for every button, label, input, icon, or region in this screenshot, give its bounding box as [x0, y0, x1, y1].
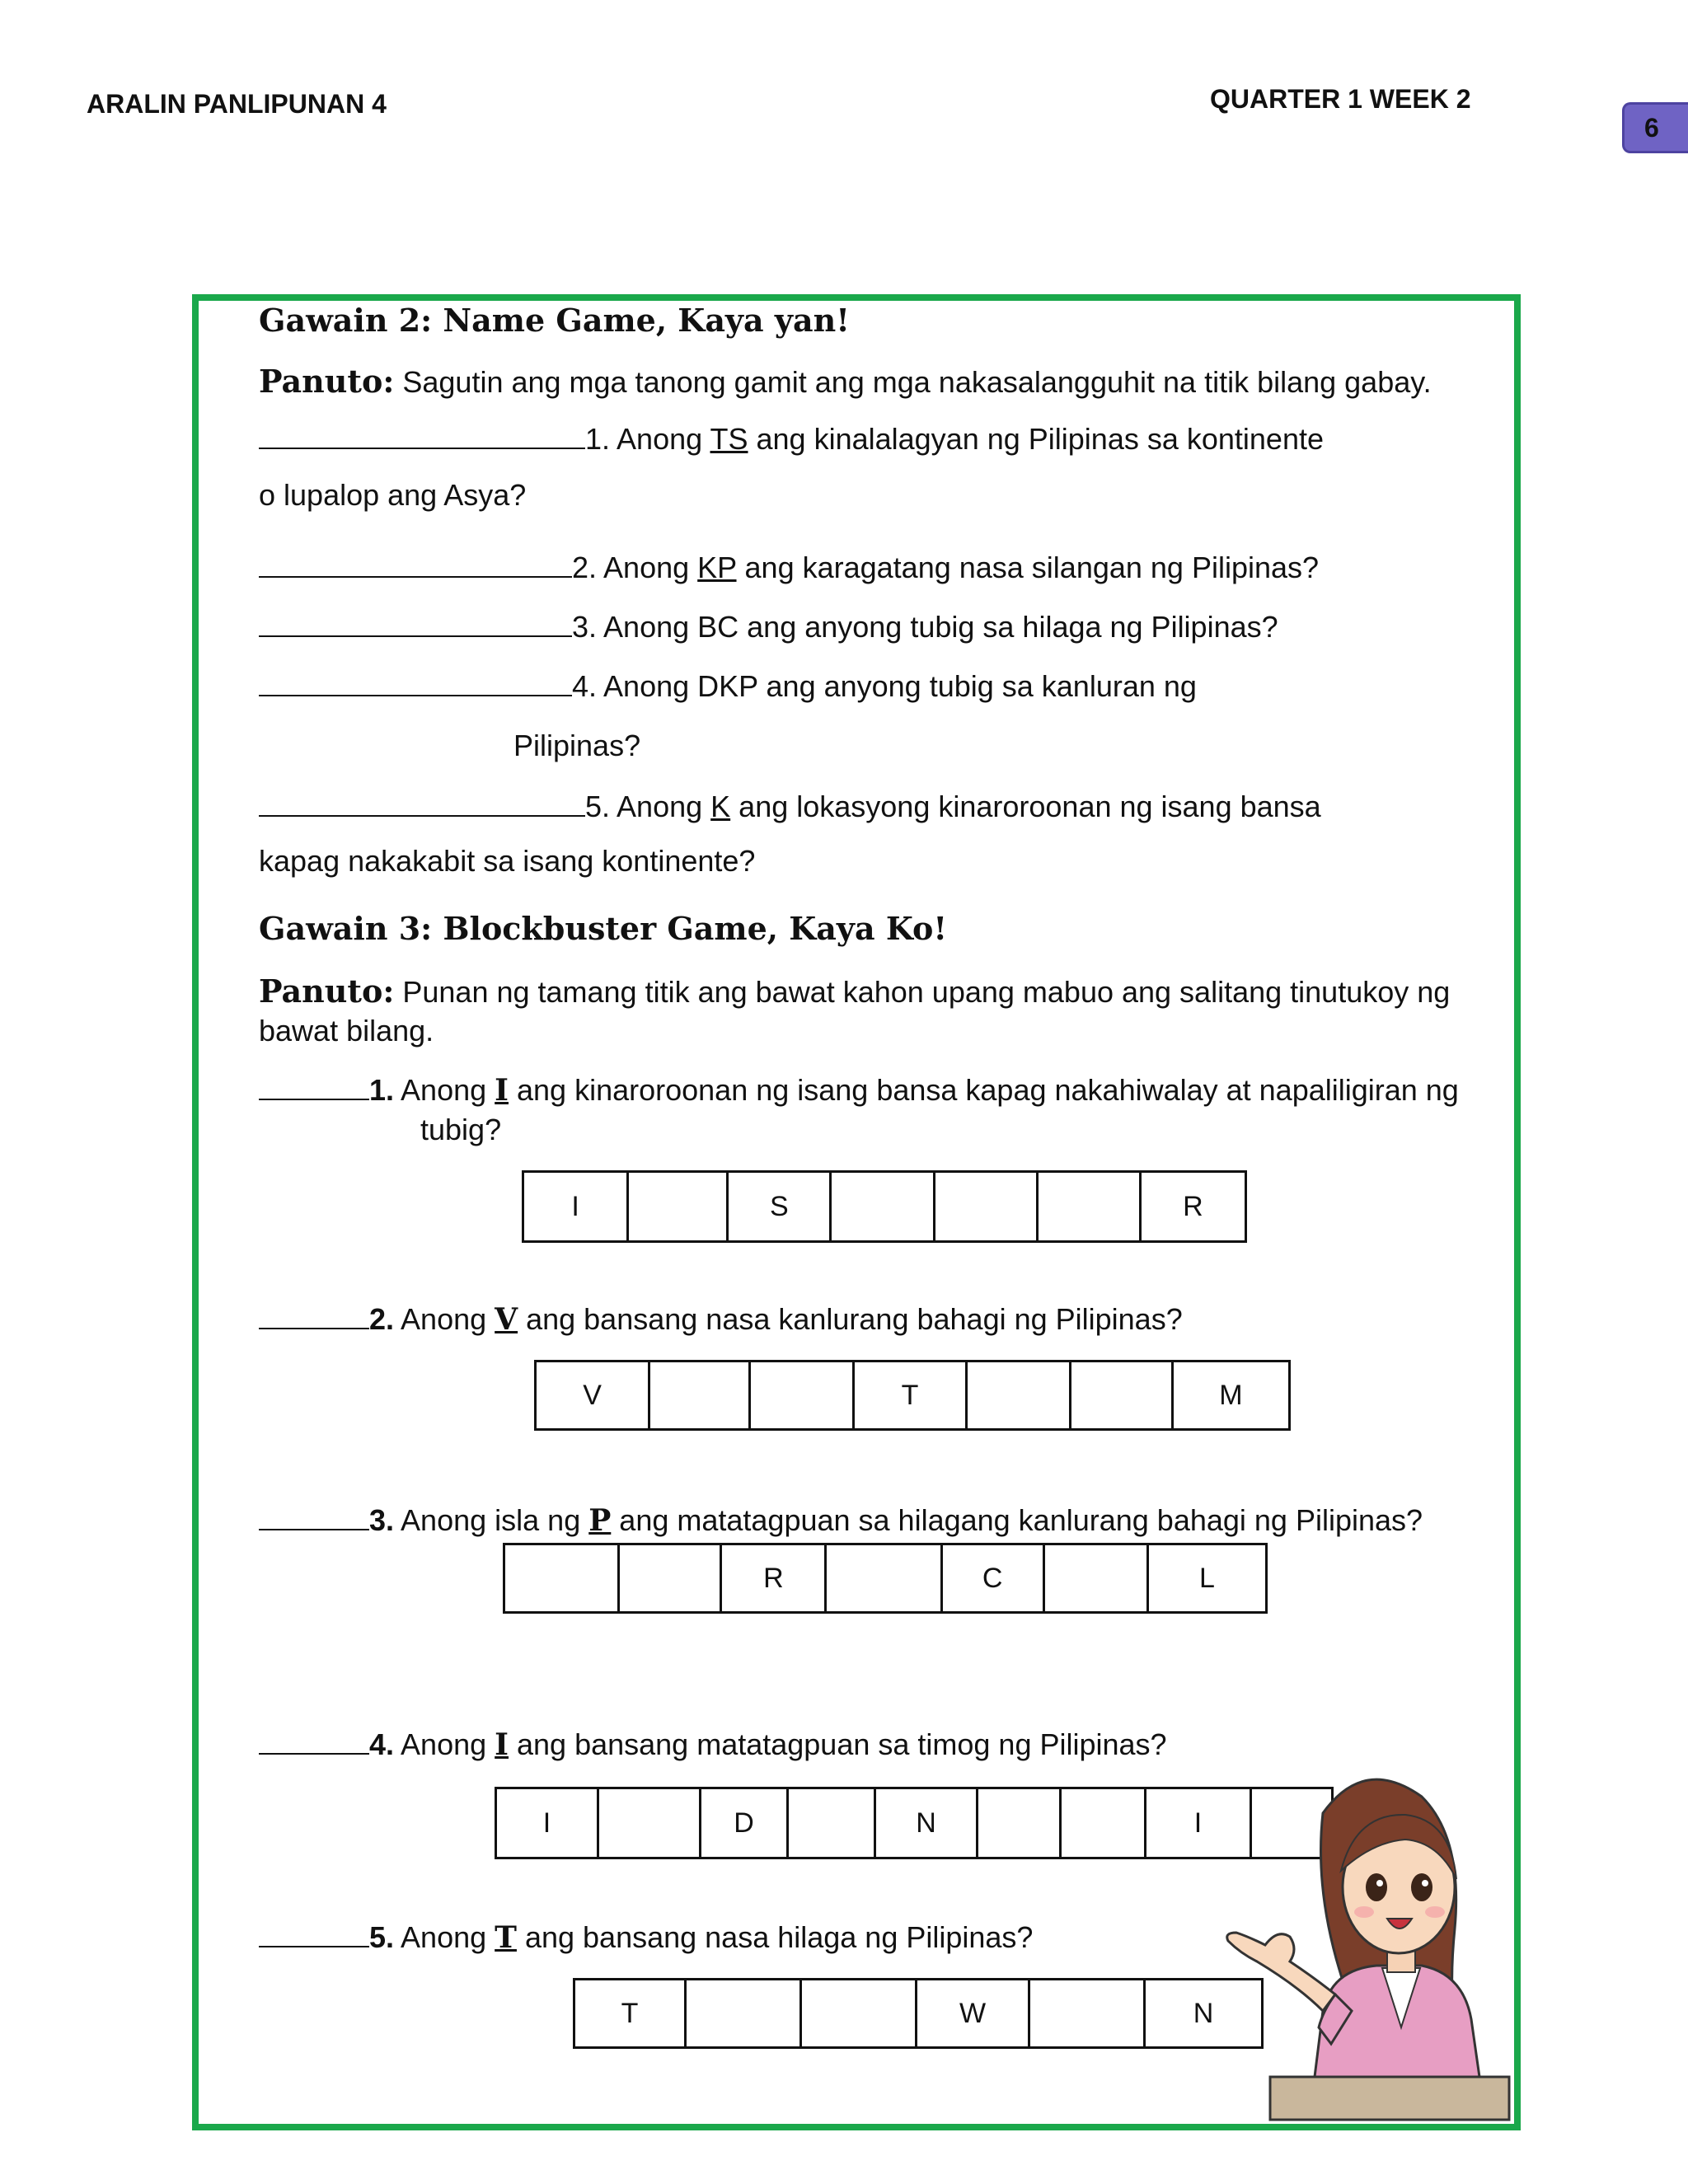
gawain2-q4: 4. Anong DKP ang anyong tubig sa kanluran ng	[259, 669, 1197, 704]
subject-header: ARALIN PANLIPUNAN 4	[87, 89, 387, 119]
gawain3-item-2: 2. Anong V ang bansang nasa kanlurang bahagi ng Pilipinas?	[259, 1302, 1183, 1337]
gawain2-title: Gawain 2: Name Game, Kaya yan!	[259, 302, 850, 339]
letter-box[interactable]	[1062, 1789, 1146, 1857]
letter-box[interactable]: N	[876, 1789, 978, 1857]
letter-box[interactable]	[789, 1789, 876, 1857]
letter-box[interactable]	[629, 1173, 729, 1240]
gawain2-q5-cont: kapag nakakabit sa isang kontinente?	[259, 844, 756, 878]
letter-box[interactable]: V	[537, 1362, 650, 1428]
letter-box[interactable]	[687, 1980, 802, 2046]
letter-box[interactable]: T	[575, 1980, 687, 2046]
letter-box[interactable]	[968, 1362, 1071, 1428]
letter-box[interactable]: W	[917, 1980, 1030, 2046]
answer-blank[interactable]	[259, 551, 572, 578]
gawain2-q4-cont: Pilipinas?	[513, 729, 641, 762]
raised-hand	[1227, 1933, 1335, 2011]
answer-blank[interactable]	[259, 423, 585, 449]
letter-box[interactable]: C	[943, 1545, 1045, 1611]
answer-blank[interactable]	[259, 611, 572, 637]
letter-grid-1	[522, 1170, 1247, 1243]
letter-box[interactable]: N	[1193, 1997, 1214, 2029]
gawain2-q5: 5. Anong K ang lokasyong kinaroroonan ng isang bansa	[259, 790, 1321, 824]
letter-grid-2	[534, 1360, 1291, 1431]
letter-box[interactable]	[802, 1980, 917, 2046]
letter-box[interactable]: T	[855, 1362, 967, 1428]
podium	[1270, 2077, 1509, 2120]
answer-blank[interactable]	[259, 670, 572, 696]
letter-box[interactable]	[650, 1362, 751, 1428]
panuto-label: Panuto:	[259, 363, 395, 400]
letter-box[interactable]	[505, 1545, 620, 1611]
letter-box[interactable]: I	[497, 1789, 599, 1857]
letter-box[interactable]	[1045, 1545, 1149, 1611]
panuto-label: Panuto:	[259, 972, 395, 1010]
panuto-text: Punan ng tamang titik ang bawat kahon upang mabuo ang salitang tinutukoy ng	[394, 975, 1451, 1009]
quarter-header: QUARTER 1 WEEK 2	[1210, 84, 1471, 114]
gawain2-q3: 3. Anong BC ang anyong tubig sa hilaga ng Pilipinas?	[259, 610, 1278, 644]
letter-box[interactable]: I	[1146, 1789, 1252, 1857]
left-eye	[1366, 1873, 1387, 1901]
answer-blank[interactable]	[259, 1728, 369, 1755]
letter-box[interactable]: D	[701, 1789, 789, 1857]
right-eye	[1411, 1873, 1432, 1901]
letter-box[interactable]	[751, 1362, 855, 1428]
panuto-text: Sagutin ang mga tanong gamit ang mga nakasalangguhit na titik bilang gabay.	[394, 365, 1432, 399]
letter-grid-5	[573, 1978, 1264, 2049]
gawain2-q2: 2. Anong KP ang karagatang nasa silangan ng Pilipinas?	[259, 551, 1319, 585]
letter-box[interactable]	[978, 1789, 1062, 1857]
letter-box[interactable]: S	[729, 1173, 832, 1240]
gawain3-item-3: 3. Anong isla ng P ang matatagpuan sa hilagang kanlurang bahagi ng Pilipinas?	[259, 1503, 1423, 1538]
letter-box[interactable]: R	[722, 1545, 827, 1611]
gawain2-q1: 1. Anong TS ang kinalalagyan ng Pilipinas sa kontinente	[259, 422, 1324, 457]
letter-box[interactable]	[935, 1173, 1039, 1240]
letter-box[interactable]: R	[1183, 1190, 1203, 1222]
gawain3-item-4: 4. Anong I ang bansang matatagpuan sa timog ng Pilipinas?	[259, 1727, 1167, 1762]
gawain3-item-5: 5. Anong T ang bansang nasa hilaga ng Pilipinas?	[259, 1920, 1033, 1955]
letter-box[interactable]	[1039, 1173, 1142, 1240]
gawain3-panuto-cont: bawat bilang.	[259, 1014, 434, 1047]
letter-box[interactable]	[599, 1789, 701, 1857]
answer-blank[interactable]	[259, 1074, 369, 1100]
answer-blank[interactable]	[259, 790, 585, 817]
answer-blank[interactable]	[259, 1303, 369, 1329]
letter-box[interactable]	[620, 1545, 722, 1611]
letter-box[interactable]	[827, 1545, 942, 1611]
letter-box[interactable]	[1071, 1362, 1174, 1428]
letter-box[interactable]	[1030, 1980, 1146, 2046]
letter-box[interactable]: M	[1219, 1379, 1243, 1411]
letter-box[interactable]: L	[1199, 1562, 1215, 1594]
gawain3-panuto	[259, 972, 1450, 1010]
gawain2-panuto	[259, 363, 1432, 400]
letter-box[interactable]	[832, 1173, 935, 1240]
page-number-badge: 6	[1622, 102, 1688, 153]
teacher-illustration	[1199, 1764, 1512, 2126]
gawain3-title: Gawain 3: Blockbuster Game, Kaya Ko!	[259, 910, 948, 947]
letter-grid-3	[503, 1543, 1268, 1614]
gawain2-q1-cont: o lupalop ang Asya?	[259, 478, 527, 512]
answer-blank[interactable]	[259, 1921, 369, 1947]
answer-blank[interactable]	[259, 1504, 369, 1530]
gawain3-item-1-cont: tubig?	[420, 1113, 502, 1146]
letter-box[interactable]: I	[524, 1173, 629, 1240]
gawain3-item-1: 1. Anong I ang kinaroroonan ng isang bansa kapag nakahiwalay at napaliligiran ng	[259, 1073, 1459, 1108]
